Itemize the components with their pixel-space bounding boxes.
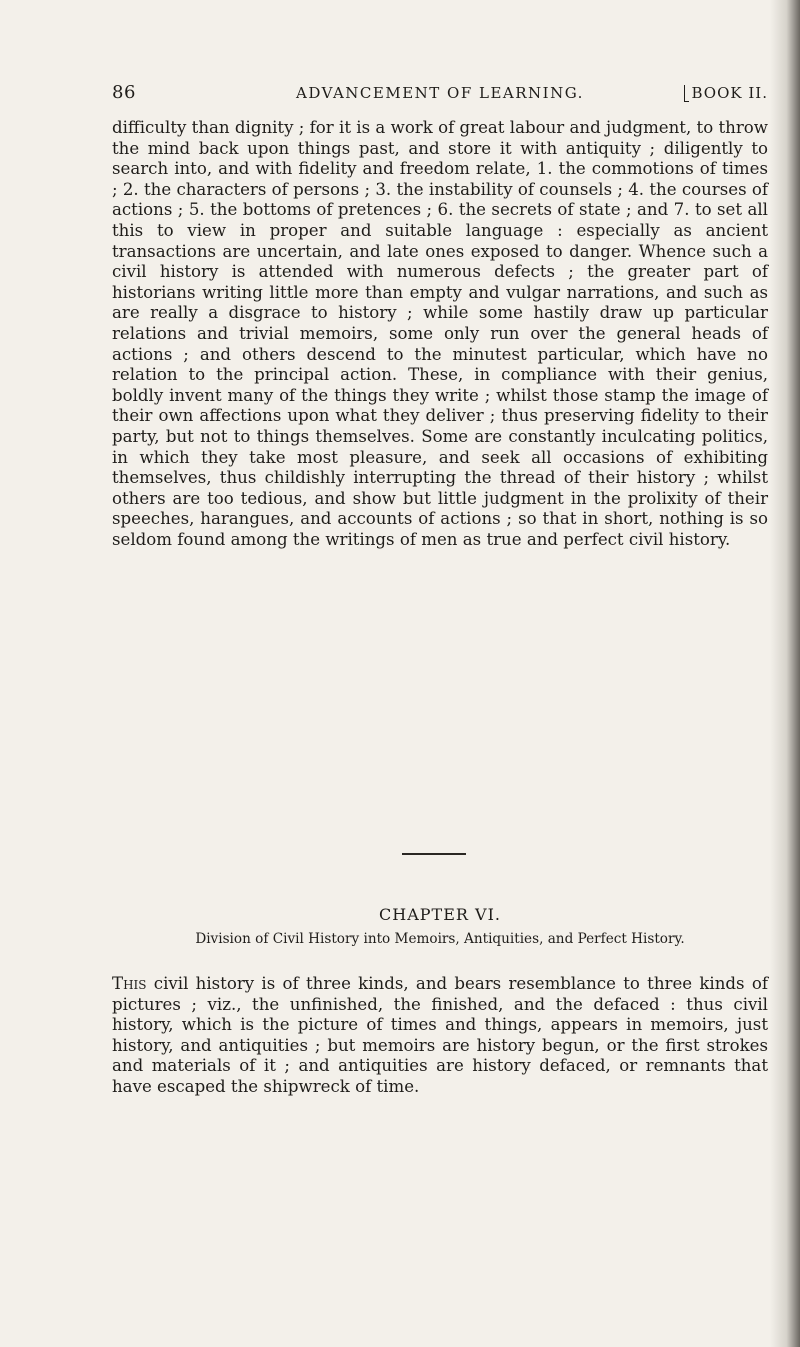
book-marker xyxy=(684,84,769,102)
chapter-text xyxy=(112,974,768,1098)
chapter-paragraph-text: civil history is of three kinds, and bears resemblance to three kinds of pictures ; viz., the unfinished, the finished, and the defaced : thus civil history, which is the picture of times and things, appears in memoirs, just history, and antiquities ; but memoirs are history begun, or the first strokes and materials of it ; and antiquities are history defaced, or remnants that have escaped the shipwreck of time. xyxy=(112,974,768,1096)
chapter-paragraph xyxy=(112,974,768,1098)
chapter-lead-words: This xyxy=(112,974,147,993)
page-gutter-shadow xyxy=(770,0,800,1347)
chapter-subtitle: Division of Civil History into Memoirs, Antiquities, and Perfect History. xyxy=(195,931,685,947)
section-divider xyxy=(402,853,466,855)
body-text xyxy=(112,118,768,550)
running-title: ADVANCEMENT OF LEARNING. xyxy=(296,84,584,102)
chapter-title: CHAPTER VI. xyxy=(379,905,501,924)
page-number: 86 xyxy=(112,82,136,103)
book-marker-label: BOOK II. xyxy=(691,84,768,102)
body-paragraph: difficulty than dignity ; for it is a work of great labour and judgment, to throw the mind back upon things past, and store it with antiquity ; diligently to search into, and with fidelity and freedom relate, 1. the commotions of times ; 2. the characters of persons ; 3. the instability of counsels ; 4. the courses of actions ; 5. the bottoms of pretences ; 6. the secrets of state ; and 7. to set all this to view in proper and suitable language : especially as ancient transactions are uncertain, and late ones exposed to danger. Whence such a civil history is attended with numerous defects ; the greater part of historians writing little more than empty and vulgar narrations, and such as are really a disgrace to history ; while some hastily draw up particular relations and trivial memoirs, some only run over the general heads of actions ; and others descend to the minutest particular, which have no relation to the principal action. These, in compliance with their genius, boldly invent many of the things they write ; whilst those stamp the image of their own affections upon what they deliver ; thus preserving fidelity to their party, but not to things themselves. Some are constantly inculcating politics, in which they take most pleasure, and seek all occasions of exhibiting themselves, thus childishly interrupting the thread of their history ; whilst others are too tedious, and show but little judgment in the prolixity of their speeches, harangues, and accounts of actions ; so that in short, nothing is so seldom found among the writings of men as true and perfect civil history. xyxy=(112,118,768,549)
running-head xyxy=(112,82,768,108)
bracket-mark xyxy=(684,85,689,102)
